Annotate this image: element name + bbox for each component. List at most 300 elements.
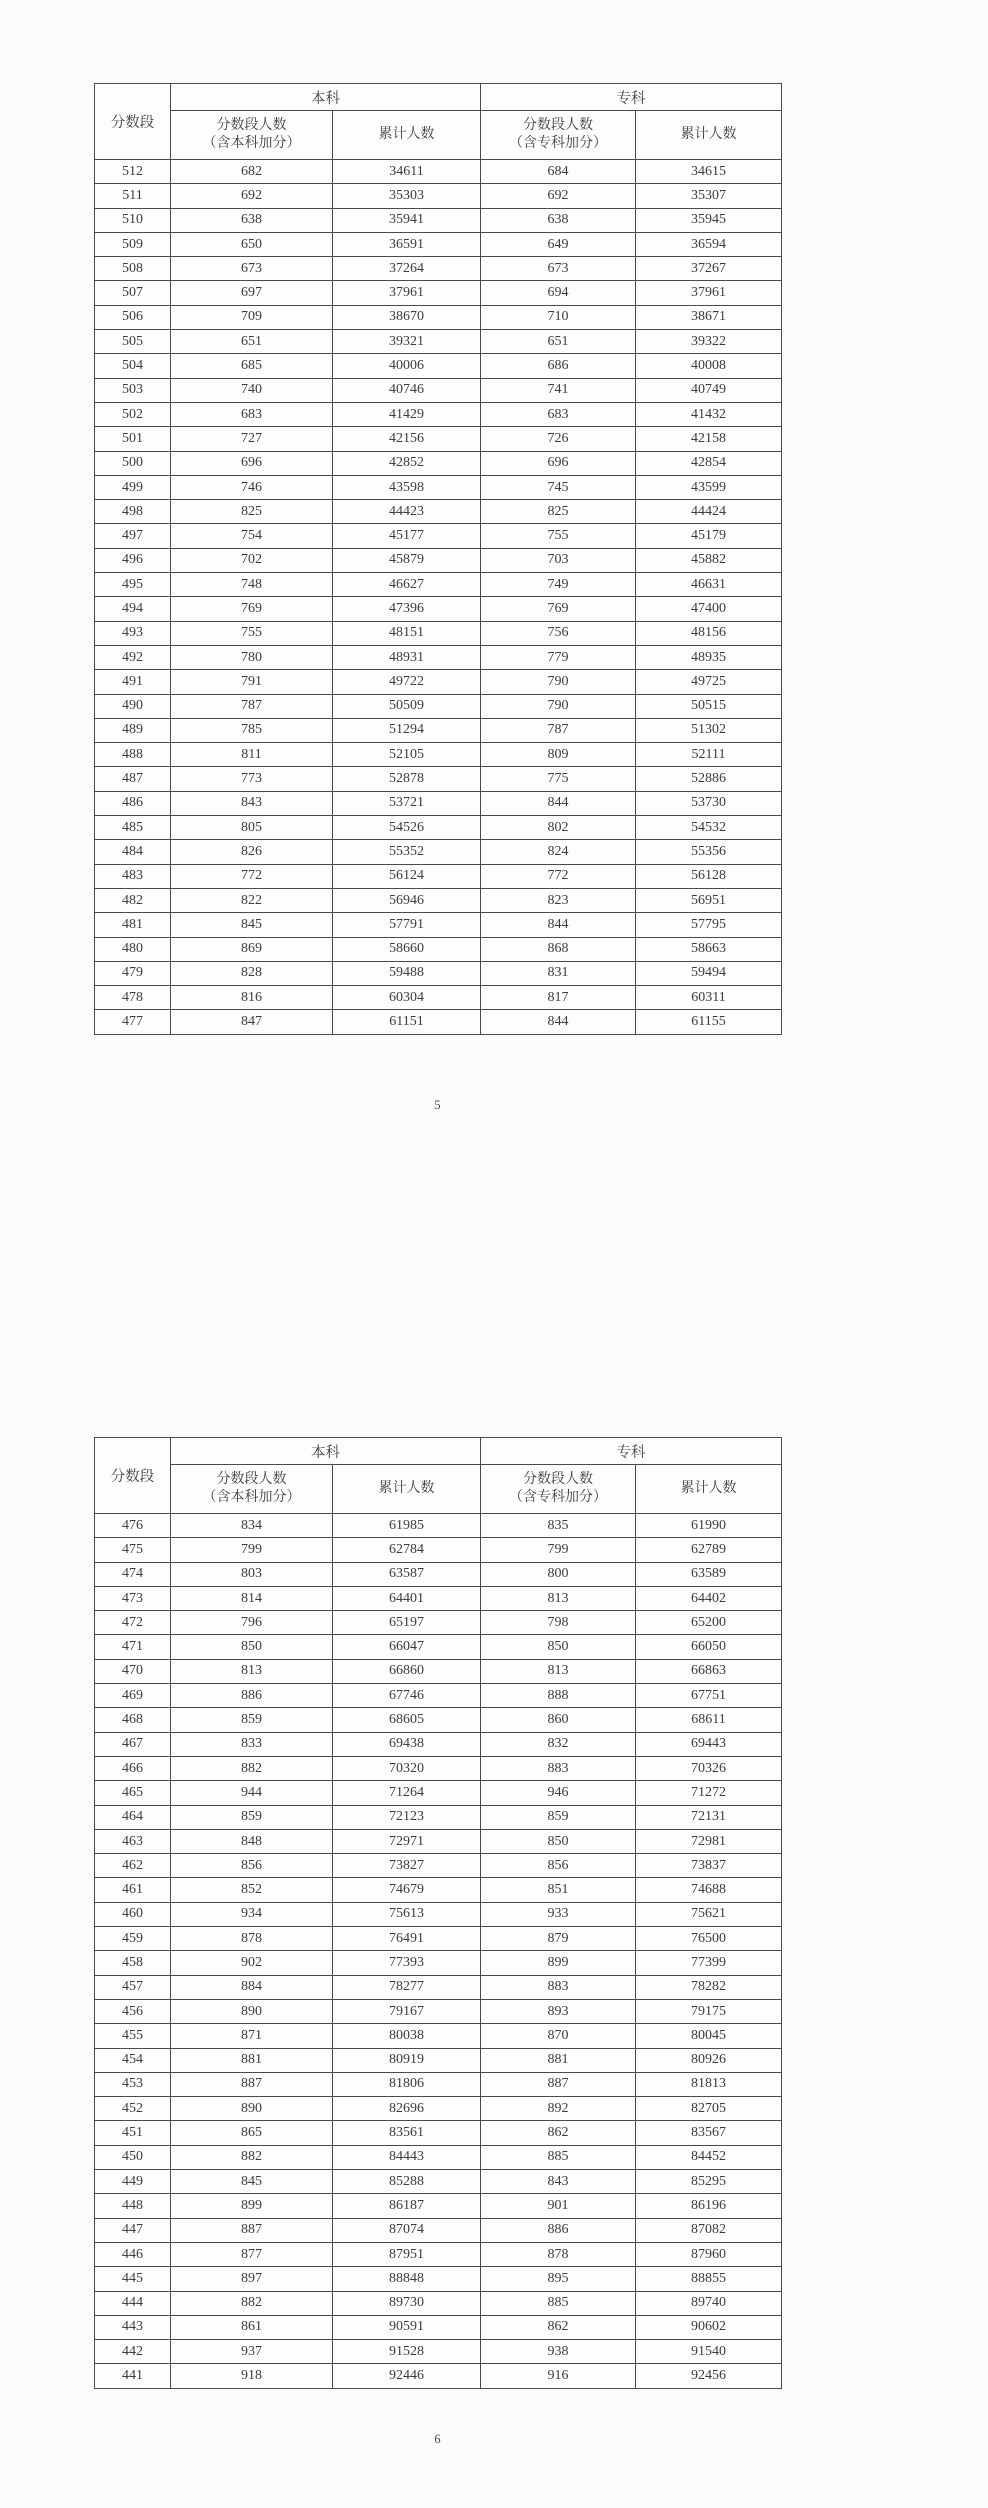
cell: 843	[171, 791, 333, 815]
cell: 65197	[333, 1611, 481, 1635]
cell: 477	[95, 1010, 171, 1034]
cell: 56124	[333, 864, 481, 888]
cell: 69443	[636, 1732, 782, 1756]
cell: 500	[95, 451, 171, 475]
cell: 36594	[636, 232, 782, 256]
table-row	[95, 986, 782, 1010]
cell: 42156	[333, 427, 481, 451]
cell: 54526	[333, 816, 481, 840]
cell: 487	[95, 767, 171, 791]
cell: 75621	[636, 1902, 782, 1926]
cell: 870	[481, 2024, 636, 2048]
cell: 48156	[636, 621, 782, 645]
cell: 480	[95, 937, 171, 961]
cell: 491	[95, 670, 171, 694]
cell: 828	[171, 961, 333, 985]
cell: 938	[481, 2340, 636, 2364]
cell: 492	[95, 645, 171, 669]
header-line: 分数段人数	[523, 1471, 593, 1487]
cell: 745	[481, 475, 636, 499]
table-row	[95, 2315, 782, 2339]
header-line: 分数段人数	[523, 117, 593, 133]
cell: 448	[95, 2194, 171, 2218]
cell: 48931	[333, 645, 481, 669]
cell: 78282	[636, 1975, 782, 1999]
cell: 682	[171, 160, 333, 184]
cell: 772	[481, 864, 636, 888]
cell: 82696	[333, 2097, 481, 2121]
cell: 473	[95, 1586, 171, 1610]
cell: 686	[481, 354, 636, 378]
table-row	[95, 1781, 782, 1805]
cell: 511	[95, 184, 171, 208]
cell: 50515	[636, 694, 782, 718]
cell: 72131	[636, 1805, 782, 1829]
table-row	[95, 330, 782, 354]
cell: 888	[481, 1684, 636, 1708]
cell: 893	[481, 1999, 636, 2023]
cell: 62784	[333, 1538, 481, 1562]
cell: 63589	[636, 1562, 782, 1586]
cell: 58663	[636, 937, 782, 961]
header-undergrad-segment-count	[171, 1465, 333, 1514]
header-undergrad-segment-count	[171, 111, 333, 160]
cell: 890	[171, 1999, 333, 2023]
cell: 58660	[333, 937, 481, 961]
cell: 832	[481, 1732, 636, 1756]
cell: 48935	[636, 645, 782, 669]
cell: 790	[481, 670, 636, 694]
cell: 741	[481, 378, 636, 402]
table-row	[95, 913, 782, 937]
cell: 754	[171, 524, 333, 548]
cell: 52878	[333, 767, 481, 791]
cell: 937	[171, 2340, 333, 2364]
cell: 790	[481, 694, 636, 718]
cell: 505	[95, 330, 171, 354]
cell: 755	[481, 524, 636, 548]
cell: 76500	[636, 1927, 782, 1951]
cell: 702	[171, 548, 333, 572]
table-row	[95, 2024, 782, 2048]
table-row	[95, 427, 782, 451]
cell: 726	[481, 427, 636, 451]
table-row	[95, 1659, 782, 1683]
cell: 37264	[333, 257, 481, 281]
table-row	[95, 160, 782, 184]
cell: 61151	[333, 1010, 481, 1034]
cell: 441	[95, 2364, 171, 2388]
cell: 746	[171, 475, 333, 499]
cell: 501	[95, 427, 171, 451]
cell: 933	[481, 1902, 636, 1926]
cell: 467	[95, 1732, 171, 1756]
table-row	[95, 1805, 782, 1829]
cell: 504	[95, 354, 171, 378]
table-row	[95, 2194, 782, 2218]
cell: 454	[95, 2048, 171, 2072]
cell: 53721	[333, 791, 481, 815]
cell: 882	[171, 1756, 333, 1780]
cell: 877	[171, 2242, 333, 2266]
score-table-page-6	[94, 1437, 781, 2389]
cell: 444	[95, 2291, 171, 2315]
header-score-segment: 分数段	[95, 1438, 171, 1514]
cell: 91540	[636, 2340, 782, 2364]
cell: 878	[481, 2242, 636, 2266]
cell: 494	[95, 597, 171, 621]
cell: 42852	[333, 451, 481, 475]
cell: 90602	[636, 2315, 782, 2339]
cell: 79167	[333, 1999, 481, 2023]
cell: 51294	[333, 718, 481, 742]
table-row	[95, 281, 782, 305]
cell: 651	[481, 330, 636, 354]
table-row	[95, 208, 782, 232]
cell: 443	[95, 2315, 171, 2339]
cell: 452	[95, 2097, 171, 2121]
table-row	[95, 1878, 782, 1902]
cell: 798	[481, 1611, 636, 1635]
cell: 73837	[636, 1854, 782, 1878]
cell: 638	[481, 208, 636, 232]
table-body	[95, 160, 782, 1035]
table-row	[95, 621, 782, 645]
cell: 86196	[636, 2194, 782, 2218]
cell: 39322	[636, 330, 782, 354]
cell: 489	[95, 718, 171, 742]
cell: 512	[95, 160, 171, 184]
cell: 859	[481, 1805, 636, 1829]
cell: 54532	[636, 816, 782, 840]
cell: 72981	[636, 1829, 782, 1853]
cell: 848	[171, 1829, 333, 1853]
cell: 468	[95, 1708, 171, 1732]
cell: 802	[481, 816, 636, 840]
cell: 944	[171, 1781, 333, 1805]
cell: 85288	[333, 2170, 481, 2194]
cell: 850	[481, 1635, 636, 1659]
table-row	[95, 694, 782, 718]
cell: 42158	[636, 427, 782, 451]
cell: 45177	[333, 524, 481, 548]
cell: 41429	[333, 402, 481, 426]
cell: 447	[95, 2218, 171, 2242]
score-table-page-5	[94, 83, 781, 1035]
cell: 464	[95, 1805, 171, 1829]
cell: 80919	[333, 2048, 481, 2072]
cell: 497	[95, 524, 171, 548]
cell: 800	[481, 1562, 636, 1586]
cell: 878	[171, 1927, 333, 1951]
cell: 89730	[333, 2291, 481, 2315]
cell: 861	[171, 2315, 333, 2339]
table-row	[95, 573, 782, 597]
cell: 53730	[636, 791, 782, 815]
cell: 886	[171, 1684, 333, 1708]
cell: 844	[481, 913, 636, 937]
cell: 816	[171, 986, 333, 1010]
cell: 799	[171, 1538, 333, 1562]
cell: 476	[95, 1514, 171, 1538]
cell: 81813	[636, 2072, 782, 2096]
cell: 87082	[636, 2218, 782, 2242]
cell: 749	[481, 573, 636, 597]
cell: 64402	[636, 1586, 782, 1610]
cell: 449	[95, 2170, 171, 2194]
table-row	[95, 2170, 782, 2194]
table-row	[95, 1562, 782, 1586]
cell: 450	[95, 2145, 171, 2169]
cell: 461	[95, 1878, 171, 1902]
cell: 35307	[636, 184, 782, 208]
cell: 809	[481, 743, 636, 767]
cell: 65200	[636, 1611, 782, 1635]
cell: 502	[95, 402, 171, 426]
cell: 77399	[636, 1951, 782, 1975]
cell: 779	[481, 645, 636, 669]
cell: 834	[171, 1514, 333, 1538]
cell: 90591	[333, 2315, 481, 2339]
cell: 696	[481, 451, 636, 475]
cell: 42854	[636, 451, 782, 475]
cell: 694	[481, 281, 636, 305]
table-row	[95, 718, 782, 742]
cell: 881	[171, 2048, 333, 2072]
cell: 70326	[636, 1756, 782, 1780]
cell: 66860	[333, 1659, 481, 1683]
header-undergrad-cumulative: 累计人数	[333, 1465, 481, 1514]
cell: 902	[171, 1951, 333, 1975]
cell: 710	[481, 305, 636, 329]
cell: 84443	[333, 2145, 481, 2169]
cell: 43598	[333, 475, 481, 499]
cell: 856	[171, 1854, 333, 1878]
header-college-group: 专科	[481, 1438, 782, 1465]
cell: 844	[481, 1010, 636, 1034]
cell: 474	[95, 1562, 171, 1586]
cell: 649	[481, 232, 636, 256]
cell: 67746	[333, 1684, 481, 1708]
cell: 72971	[333, 1829, 481, 1853]
cell: 466	[95, 1756, 171, 1780]
table-row	[95, 1684, 782, 1708]
cell: 887	[171, 2218, 333, 2242]
cell: 833	[171, 1732, 333, 1756]
cell: 780	[171, 645, 333, 669]
cell: 52886	[636, 767, 782, 791]
cell: 650	[171, 232, 333, 256]
cell: 80038	[333, 2024, 481, 2048]
cell: 50509	[333, 694, 481, 718]
table-row	[95, 232, 782, 256]
table-row	[95, 1902, 782, 1926]
cell: 916	[481, 2364, 636, 2388]
cell: 673	[171, 257, 333, 281]
cell: 45882	[636, 548, 782, 572]
cell: 831	[481, 961, 636, 985]
cell: 68605	[333, 1708, 481, 1732]
cell: 813	[171, 1659, 333, 1683]
header-undergrad-group: 本科	[171, 1438, 481, 1465]
cell: 850	[481, 1829, 636, 1853]
cell: 773	[171, 767, 333, 791]
cell: 47396	[333, 597, 481, 621]
table-row	[95, 1756, 782, 1780]
cell: 44424	[636, 500, 782, 524]
header-line: （含本科加分）	[202, 136, 301, 151]
cell: 769	[171, 597, 333, 621]
header-line: 分数段人数	[216, 117, 287, 133]
cell: 465	[95, 1781, 171, 1805]
cell: 769	[481, 597, 636, 621]
table-row	[95, 1611, 782, 1635]
cell: 890	[171, 2097, 333, 2121]
cell: 88855	[636, 2267, 782, 2291]
cell: 822	[171, 888, 333, 912]
header-college-segment-count	[481, 1465, 636, 1514]
cell: 899	[481, 1951, 636, 1975]
cell: 79175	[636, 1999, 782, 2023]
header-line: 分数段人数	[216, 1471, 287, 1487]
cell: 70320	[333, 1756, 481, 1780]
cell: 824	[481, 840, 636, 864]
cell: 803	[171, 1562, 333, 1586]
cell: 481	[95, 913, 171, 937]
table-row	[95, 378, 782, 402]
cell: 472	[95, 1611, 171, 1635]
cell: 44423	[333, 500, 481, 524]
table-row	[95, 305, 782, 329]
cell: 884	[171, 1975, 333, 1999]
cell: 64401	[333, 1586, 481, 1610]
cell: 46627	[333, 573, 481, 597]
cell: 83561	[333, 2121, 481, 2145]
page-number: 5	[434, 1098, 441, 1112]
cell: 483	[95, 864, 171, 888]
table-row	[95, 2145, 782, 2169]
table-header	[95, 1438, 782, 1514]
table-row	[95, 1635, 782, 1659]
score-distribution-table	[94, 83, 782, 1035]
cell: 696	[171, 451, 333, 475]
table-row	[95, 257, 782, 281]
table-row	[95, 2364, 782, 2388]
cell: 856	[481, 1854, 636, 1878]
header-college-segment-count	[481, 111, 636, 160]
cell: 496	[95, 548, 171, 572]
cell: 463	[95, 1829, 171, 1853]
cell: 814	[171, 1586, 333, 1610]
cell: 51302	[636, 718, 782, 742]
cell: 41432	[636, 402, 782, 426]
cell: 883	[481, 1975, 636, 1999]
cell: 826	[171, 840, 333, 864]
cell: 506	[95, 305, 171, 329]
cell: 785	[171, 718, 333, 742]
cell: 80045	[636, 2024, 782, 2048]
table-row	[95, 2340, 782, 2364]
cell: 791	[171, 670, 333, 694]
cell: 34615	[636, 160, 782, 184]
table-row	[95, 2242, 782, 2266]
cell: 87960	[636, 2242, 782, 2266]
table-row	[95, 402, 782, 426]
cell: 825	[481, 500, 636, 524]
cell: 469	[95, 1684, 171, 1708]
cell: 57795	[636, 913, 782, 937]
cell: 55352	[333, 840, 481, 864]
table-row	[95, 2121, 782, 2145]
cell: 59494	[636, 961, 782, 985]
cell: 882	[171, 2145, 333, 2169]
cell: 852	[171, 1878, 333, 1902]
cell: 88848	[333, 2267, 481, 2291]
cell: 844	[481, 791, 636, 815]
cell: 66050	[636, 1635, 782, 1659]
cell: 80926	[636, 2048, 782, 2072]
table-row	[95, 670, 782, 694]
cell: 488	[95, 743, 171, 767]
cell: 811	[171, 743, 333, 767]
score-distribution-table	[94, 1437, 782, 2389]
cell: 40006	[333, 354, 481, 378]
cell: 868	[481, 937, 636, 961]
cell: 883	[481, 1756, 636, 1780]
cell: 478	[95, 986, 171, 1010]
cell: 895	[481, 2267, 636, 2291]
cell: 458	[95, 1951, 171, 1975]
cell: 40008	[636, 354, 782, 378]
table-row	[95, 1708, 782, 1732]
cell: 84452	[636, 2145, 782, 2169]
cell: 455	[95, 2024, 171, 2048]
cell: 87951	[333, 2242, 481, 2266]
cell: 495	[95, 573, 171, 597]
cell: 897	[171, 2267, 333, 2291]
cell: 845	[171, 913, 333, 937]
cell: 813	[481, 1659, 636, 1683]
cell: 835	[481, 1514, 636, 1538]
cell: 499	[95, 475, 171, 499]
header-line: （含专科加分）	[509, 136, 607, 151]
cell: 460	[95, 1902, 171, 1926]
cell: 813	[481, 1586, 636, 1610]
cell: 869	[171, 937, 333, 961]
table-row	[95, 1975, 782, 1999]
table-row	[95, 791, 782, 815]
header-line: （含专科加分）	[509, 1490, 607, 1505]
header-score-segment: 分数段	[95, 84, 171, 160]
cell: 887	[481, 2072, 636, 2096]
table-row	[95, 1999, 782, 2023]
table-row	[95, 840, 782, 864]
cell: 860	[481, 1708, 636, 1732]
table-row	[95, 1951, 782, 1975]
cell: 862	[481, 2315, 636, 2339]
cell: 55356	[636, 840, 782, 864]
cell: 471	[95, 1635, 171, 1659]
table-row	[95, 816, 782, 840]
cell: 462	[95, 1854, 171, 1878]
cell: 453	[95, 2072, 171, 2096]
table-row	[95, 1586, 782, 1610]
cell: 86187	[333, 2194, 481, 2218]
cell: 83567	[636, 2121, 782, 2145]
cell: 490	[95, 694, 171, 718]
cell: 862	[481, 2121, 636, 2145]
cell: 470	[95, 1659, 171, 1683]
